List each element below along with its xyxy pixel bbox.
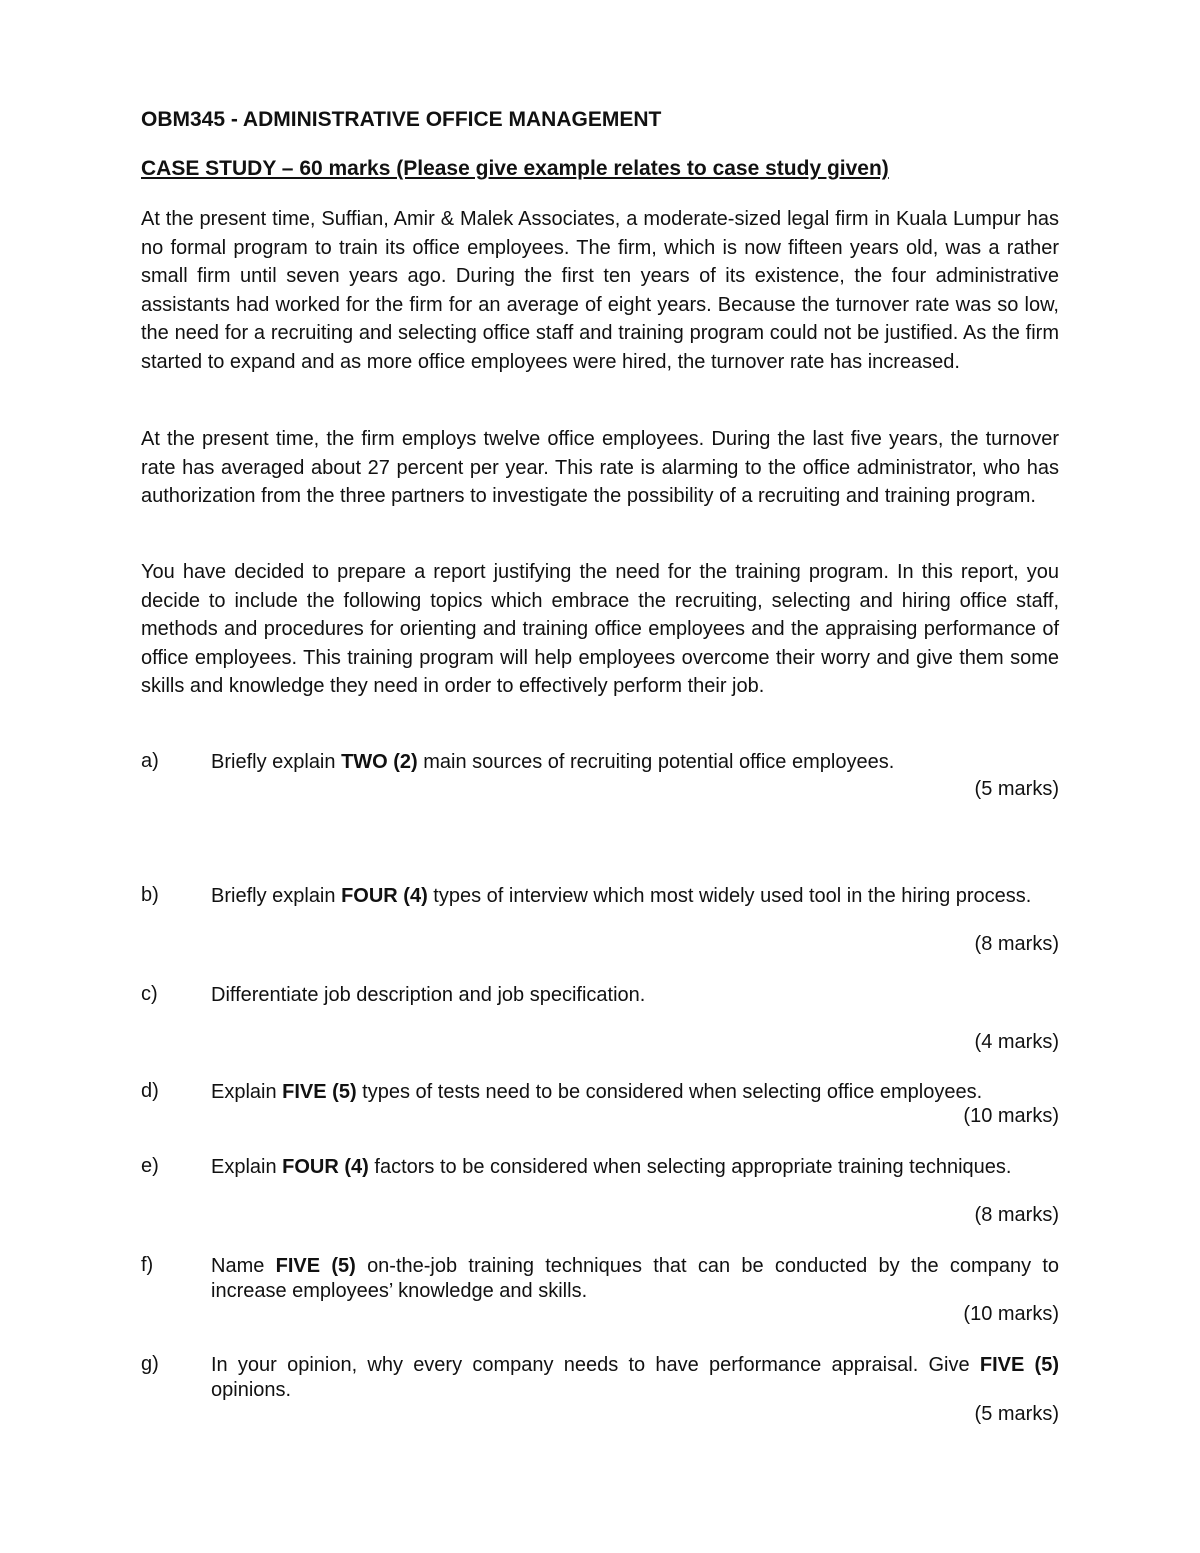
question-a [141,750,1059,810]
case-paragraph-2: At the present time, the firm employs twelve office employees. During the last five years, the turnover rate has averaged about 27 percent per year. This rate is alarming to the office administrator, who has authorization from the three partners to investigate the possibility of a recruiting and training program. [141,428,1059,508]
question-c [141,983,1059,1063]
question-letter: c) [141,983,158,1005]
question-letter: f) [141,1254,154,1276]
question-marks: (4 marks) [974,1031,1059,1053]
question-text: Differentiate job description and job specification. [211,984,646,1006]
question-letter: e) [141,1155,159,1177]
question-letter: g) [141,1353,159,1375]
question-text: Briefly explain TWO (2) main sources of recruiting potential office employees. [211,751,895,773]
question-marks: (5 marks) [974,1403,1059,1425]
question-f [141,1254,1059,1334]
question-letter: b) [141,884,159,906]
question-text: Explain FIVE (5) types of tests need to be considered when selecting office employees. [211,1081,983,1103]
course-title: OBM345 - ADMINISTRATIVE OFFICE MANAGEMENT [141,108,662,131]
question-text: Explain FOUR (4) factors to be considered when selecting appropriate training techniques. [211,1156,1012,1178]
case-paragraph-3: You have decided to prepare a report justifying the need for the training program. In this report, you decide to include the following topics which embrace the recruiting, selecting and hiring office staff, methods and procedures for orienting and training office employees and the appraising performance of office employees. This training program will help employees overcome their worry and give them some skills and knowledge they need in order to effectively perform their job. [141,561,1059,698]
question-marks: (10 marks) [963,1303,1059,1325]
question-text: In your opinion, why every company needs to have performance appraisal. Give FIVE (5) opinions. [211,1354,1059,1401]
question-marks: (8 marks) [974,933,1059,955]
question-d [141,1080,1059,1140]
case-study-heading: CASE STUDY – 60 marks (Please give example relates to case study given) [141,157,889,180]
question-text: Briefly explain FOUR (4) types of interview which most widely used tool in the hiring process. [211,885,1032,907]
question-g [141,1353,1059,1433]
question-text: Name FIVE (5) on-the-job training techniques that can be conducted by the company to increase employees’ knowledge and skills. [211,1255,1060,1302]
question-letter: a) [141,750,159,772]
question-marks: (5 marks) [974,778,1059,800]
question-b [141,884,1059,964]
question-e [141,1155,1059,1235]
question-letter: d) [141,1080,159,1102]
question-marks: (8 marks) [974,1204,1059,1226]
question-marks: (10 marks) [963,1105,1059,1127]
case-paragraph-1: At the present time, Suffian, Amir & Malek Associates, a moderate-sized legal firm in Kuala Lumpur has no formal program to train its office employees. The firm, which is now fifteen years old, was a rather small firm until seven years ago. During the first ten years of its existence, the four administrative assistants had worked for the firm for an average of eight years. Because the turnover rate was so low, the need for a recruiting and selecting office staff and training program could not be justified. As the firm started to expand and as more office employees were hired, the turnover rate has increased. [141,208,1059,373]
